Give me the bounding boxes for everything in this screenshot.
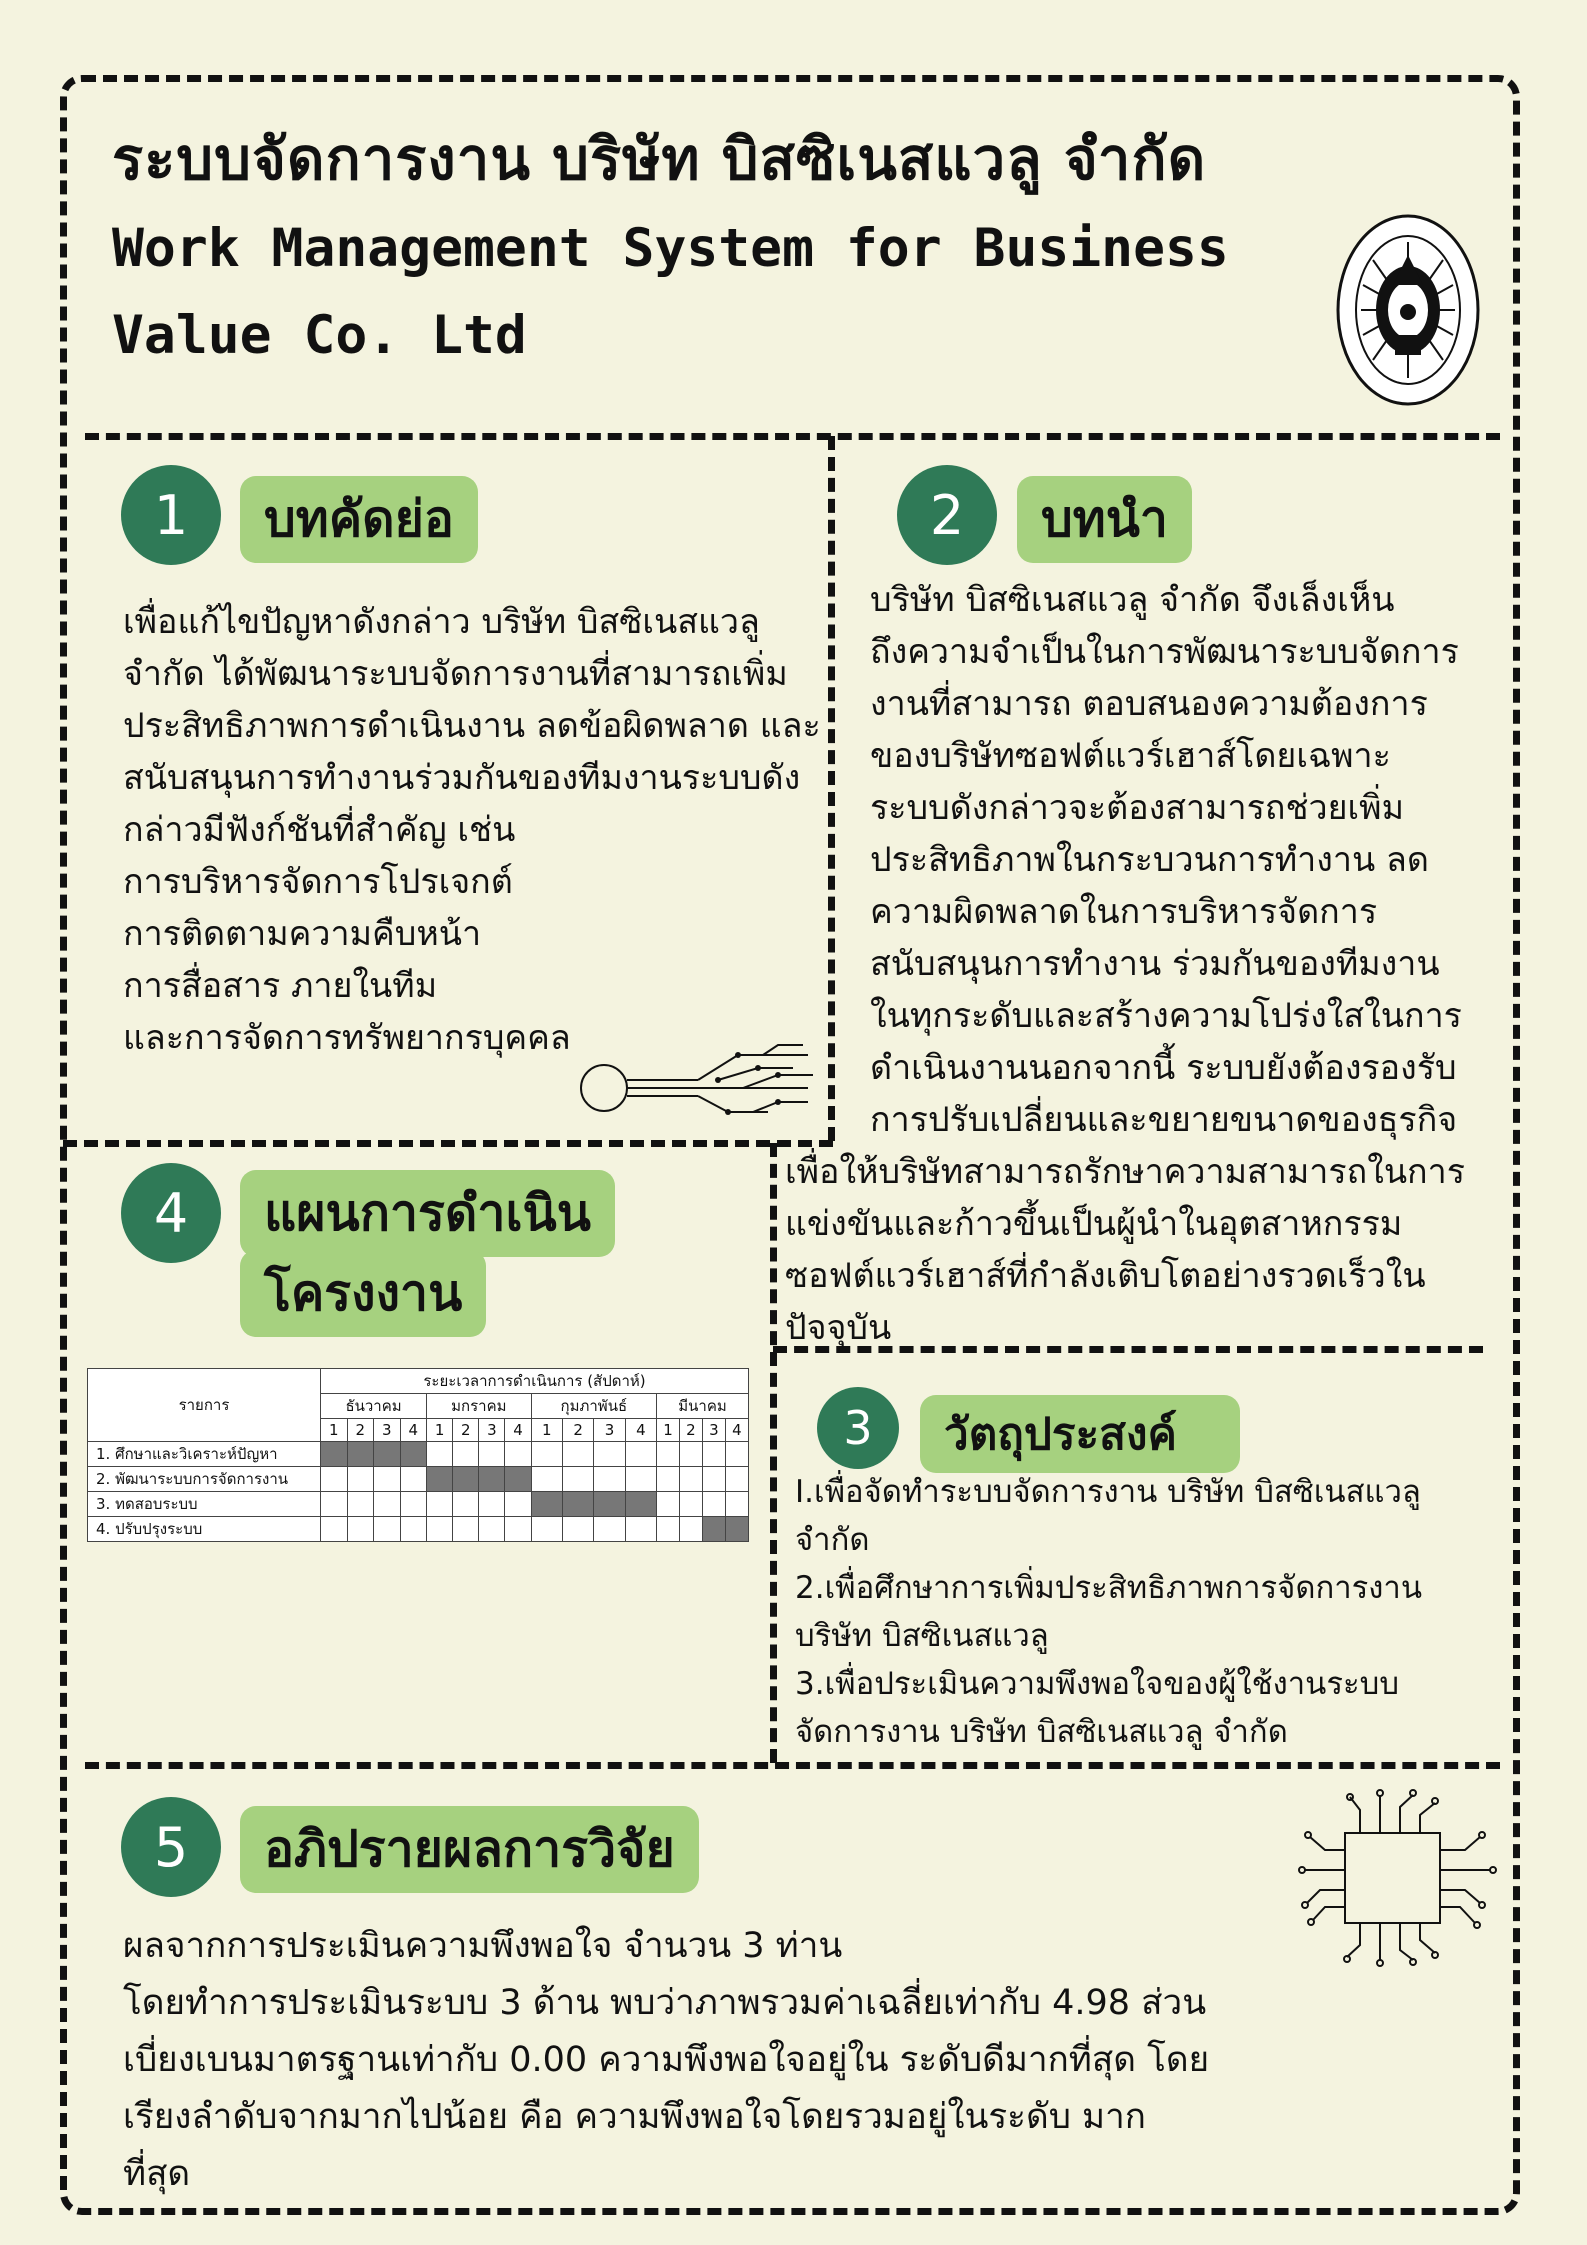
gantt-week-number: 4	[400, 1419, 427, 1442]
gantt-week-cell	[531, 1517, 562, 1542]
gantt-week-cell	[427, 1517, 453, 1542]
discussion-line: โดยทำการประเมินระบบ 3 ด้าน พบว่าภาพรวมค่าเฉลี่ยเท่ากับ 4.98 ส่วน	[123, 1983, 1207, 2023]
gantt-active-week-cell	[347, 1442, 374, 1467]
abstract-line: การบริหารจัดการโปรเจกต์	[123, 862, 513, 902]
intro-line: ของบริษัทซอฟต์แวร์เฮาส์โดยเฉพาะ	[870, 736, 1391, 776]
gantt-week-number: 2	[347, 1419, 374, 1442]
gantt-week-cell	[702, 1467, 725, 1492]
gantt-week-cell	[562, 1517, 593, 1542]
gantt-task-name: 3. ทดสอบระบบ	[88, 1492, 321, 1517]
gantt-week-cell	[479, 1442, 505, 1467]
poster-title-en	[112, 205, 1362, 379]
abstract-line: การติดตามความคืบหน้า	[123, 914, 482, 954]
gantt-week-cell	[657, 1517, 680, 1542]
intro-line: ดำเนินงานนอกจากนี้ ระบบยังต้องรองรับ	[870, 1048, 1457, 1088]
microchip-icon	[1295, 1785, 1505, 1974]
gantt-month: ธันวาคม	[321, 1394, 427, 1419]
objective-line: บริษัท บิสซิเนสแวลู	[795, 1618, 1049, 1654]
gantt-active-week-cell	[594, 1492, 625, 1517]
intro-line: งานที่สามารถ ตอบสนองความต้องการ	[870, 684, 1428, 724]
gantt-week-cell	[479, 1517, 505, 1542]
section-2-intro-text-continued	[785, 1146, 1465, 1354]
title-en-line2: Value Co. Ltd	[112, 305, 527, 366]
gantt-week-number: 2	[679, 1419, 702, 1442]
abstract-line: สนับสนุนการทำงานร่วมกันของทีมงานระบบดัง	[123, 758, 801, 798]
gantt-task-name: 1. ศึกษาและวิเคราะห์ปัญหา	[88, 1442, 321, 1467]
intro-line: สนับสนุนการทำงาน ร่วมกันของทีมงาน	[870, 944, 1440, 984]
gantt-week-cell	[453, 1442, 479, 1467]
gantt-active-week-cell	[427, 1467, 453, 1492]
gantt-week-number: 1	[321, 1419, 348, 1442]
gantt-task-name: 2. พัฒนาระบบการจัดการงาน	[88, 1467, 321, 1492]
gantt-active-week-cell	[374, 1442, 401, 1467]
section-1-abstract-text	[123, 596, 821, 1064]
circuit-lines-icon	[578, 1040, 818, 1124]
gantt-week-number: 3	[479, 1419, 505, 1442]
gantt-week-cell	[400, 1467, 427, 1492]
discussion-line: ผลจากการประเมินความพึงพอใจ จำนวน 3 ท่าน	[123, 1926, 843, 1966]
gantt-week-cell	[374, 1492, 401, 1517]
intro-line: ในทุกระดับและสร้างความโปร่งใสในการ	[870, 996, 1462, 1036]
intro-line: ปัจจุบัน	[785, 1308, 892, 1348]
gantt-week-cell	[679, 1467, 702, 1492]
gantt-week-cell	[562, 1442, 593, 1467]
gantt-week-cell	[427, 1492, 453, 1517]
gantt-week-cell	[347, 1517, 374, 1542]
gantt-active-week-cell	[453, 1467, 479, 1492]
gantt-active-week-cell	[625, 1492, 656, 1517]
discussion-line: เบี่ยงเบนมาตรฐานเท่ากับ 0.00 ความพึงพอใจอยู่ใน ระดับดีมากที่สุด โดย	[123, 2040, 1210, 2080]
gantt-week-cell	[453, 1517, 479, 1542]
gantt-week-cell	[594, 1467, 625, 1492]
gantt-week-cell	[321, 1467, 348, 1492]
gantt-task-row	[88, 1467, 749, 1492]
title-en-line1: Work Management System for Business	[112, 218, 1229, 279]
gantt-active-week-cell	[321, 1442, 348, 1467]
abstract-line: เพื่อแก้ไขปัญหาดังกล่าว บริษัท บิสซิเนสแวลู	[123, 602, 760, 642]
intro-line: ระบบดังกล่าวจะต้องสามารถช่วยเพิ่ม	[870, 788, 1404, 828]
section-3-number-badge: 3	[817, 1387, 899, 1469]
gantt-week-cell	[479, 1492, 505, 1517]
gantt-week-cell	[374, 1467, 401, 1492]
section-5-discussion-text	[123, 1918, 1209, 2203]
gantt-week-number: 4	[725, 1419, 748, 1442]
intro-line: เพื่อให้บริษัทสามารถรักษาความสามารถในการ	[785, 1152, 1465, 1192]
gantt-week-cell	[702, 1492, 725, 1517]
gantt-week-number: 4	[505, 1419, 531, 1442]
gantt-week-cell	[657, 1442, 680, 1467]
gantt-week-cell	[321, 1492, 348, 1517]
intro-line: การปรับเปลี่ยนและขยายขนาดของธุรกิจ	[870, 1100, 1458, 1140]
poster-title-th: ระบบจัดการงาน บริษัท บิสซิเนสแวลู จำกัด	[112, 125, 1207, 193]
gantt-month: กุมภาพันธ์	[531, 1394, 656, 1419]
objective-line: 2.เพื่อศึกษาการเพิ่มประสิทธิภาพการจัดการงาน	[795, 1570, 1423, 1606]
gantt-week-cell	[321, 1517, 348, 1542]
gantt-task-row	[88, 1442, 749, 1467]
section-4-number-badge: 4	[121, 1163, 221, 1263]
gantt-week-cell	[625, 1467, 656, 1492]
section-4-heading-line2: โครงงาน	[240, 1250, 486, 1337]
gantt-week-cell	[679, 1442, 702, 1467]
section-3-objectives-text	[795, 1468, 1422, 1756]
abstract-line: จำกัด ได้พัฒนาระบบจัดการงานที่สามารถเพิ่ม	[123, 654, 788, 694]
divider-s1-s2	[828, 436, 835, 1141]
intro-line: แข่งขันและก้าวขึ้นเป็นผู้นำในอุตสาหกรรม	[785, 1204, 1403, 1244]
gantt-month: มีนาคม	[657, 1394, 749, 1419]
gantt-week-cell	[347, 1467, 374, 1492]
gantt-week-number: 1	[657, 1419, 680, 1442]
discussion-line: เรียงลำดับจากมากไปน้อย คือ ความพึงพอใจโดยรวมอยู่ในระดับ มาก	[123, 2097, 1146, 2137]
gantt-task-row	[88, 1517, 749, 1542]
gantt-month: มกราคม	[427, 1394, 532, 1419]
divider-header	[85, 433, 1500, 440]
section-1-number-badge: 1	[121, 465, 221, 565]
gantt-week-cell	[505, 1492, 531, 1517]
gantt-week-cell	[562, 1467, 593, 1492]
gantt-active-week-cell	[702, 1517, 725, 1542]
gantt-active-week-cell	[562, 1492, 593, 1517]
gantt-week-number: 4	[625, 1419, 656, 1442]
intro-line: ประสิทธิภาพในกระบวนการทำงาน ลด	[870, 840, 1429, 880]
objective-line: จัดการงาน บริษัท บิสซิเนสแวลู จำกัด	[795, 1714, 1288, 1750]
gantt-week-cell	[374, 1517, 401, 1542]
section-2-intro-text	[870, 574, 1462, 1146]
section-5-number-badge: 5	[121, 1797, 221, 1897]
gantt-week-cell	[657, 1492, 680, 1517]
intro-line: ซอฟต์แวร์เฮาส์ที่กำลังเติบโตอย่างรวดเร็วใน	[785, 1256, 1426, 1296]
intro-line: ความผิดพลาดในการบริหารจัดการ	[870, 892, 1378, 932]
gantt-active-week-cell	[531, 1492, 562, 1517]
gantt-week-number: 1	[531, 1419, 562, 1442]
university-seal-logo	[1333, 210, 1483, 414]
gantt-week-cell	[594, 1517, 625, 1542]
gantt-week-number: 2	[453, 1419, 479, 1442]
gantt-task-row	[88, 1492, 749, 1517]
gantt-week-cell	[679, 1517, 702, 1542]
gantt-week-cell	[505, 1442, 531, 1467]
project-gantt-table	[87, 1368, 749, 1542]
section-2-number-badge: 2	[897, 465, 997, 565]
gantt-week-cell	[505, 1517, 531, 1542]
gantt-week-cell	[679, 1492, 702, 1517]
gantt-week-cell	[453, 1492, 479, 1517]
gantt-week-number: 1	[427, 1419, 453, 1442]
gantt-week-cell	[531, 1442, 562, 1467]
gantt-active-week-cell	[400, 1442, 427, 1467]
gantt-week-cell	[531, 1467, 562, 1492]
gantt-week-cell	[702, 1442, 725, 1467]
gantt-active-week-cell	[505, 1467, 531, 1492]
objective-line: 3.เพื่อประเมินความพึงพอใจของผู้ใช้งานระบบ	[795, 1666, 1400, 1702]
gantt-items-header: รายการ	[88, 1369, 321, 1442]
section-3-heading: วัตถุประสงค์	[920, 1395, 1240, 1473]
gantt-week-cell	[625, 1442, 656, 1467]
discussion-line: ที่สุด	[123, 2154, 191, 2194]
section-5-heading: อภิปรายผลการวิจัย	[240, 1806, 699, 1893]
gantt-active-week-cell	[725, 1517, 748, 1542]
objective-line: I.เพื่อจัดทำระบบจัดการงาน บริษัท บิสซิเนสแวลู	[795, 1474, 1421, 1510]
section-2-heading: บทนำ	[1017, 476, 1192, 563]
gantt-week-cell	[347, 1492, 374, 1517]
section-4-heading-line1: แผนการดำเนิน	[240, 1170, 615, 1257]
gantt-task-name: 4. ปรับปรุงระบบ	[88, 1517, 321, 1542]
intro-line: บริษัท บิสซิเนสแวลู จำกัด จึงเล็งเห็น	[870, 580, 1395, 620]
abstract-line: และการจัดการทรัพยากรบุคคล	[123, 1018, 571, 1058]
gantt-week-cell	[625, 1517, 656, 1542]
gantt-week-number: 3	[594, 1419, 625, 1442]
gantt-task-rows	[88, 1442, 749, 1542]
gantt-week-cell	[657, 1467, 680, 1492]
divider-s1-s4	[63, 1140, 833, 1147]
gantt-week-cell	[725, 1442, 748, 1467]
divider-s4-s5	[85, 1762, 1500, 1769]
gantt-week-number: 3	[702, 1419, 725, 1442]
objective-line: จำกัด	[795, 1522, 870, 1558]
gantt-week-cell	[427, 1442, 453, 1467]
gantt-period-header: ระยะเวลาการดำเนินการ (สัปดาห์)	[321, 1369, 749, 1394]
gantt-active-week-cell	[479, 1467, 505, 1492]
divider-s4-s3	[770, 1143, 777, 1763]
gantt-week-cell	[594, 1442, 625, 1467]
gantt-week-number: 3	[374, 1419, 401, 1442]
gantt-week-cell	[725, 1492, 748, 1517]
abstract-line: ประสิทธิภาพการดำเนินงาน ลดข้อผิดพลาด และ	[123, 706, 821, 746]
abstract-line: การสื่อสาร ภายในทีม	[123, 966, 438, 1006]
gantt-week-cell	[725, 1467, 748, 1492]
abstract-line: กล่าวมีฟังก์ชันที่สำคัญ เช่น	[123, 810, 516, 850]
gantt-week-cell	[400, 1492, 427, 1517]
gantt-week-cell	[400, 1517, 427, 1542]
gantt-week-number: 2	[562, 1419, 593, 1442]
section-1-heading: บทคัดย่อ	[240, 476, 478, 563]
intro-line: ถึงความจำเป็นในการพัฒนาระบบจัดการ	[870, 632, 1459, 672]
